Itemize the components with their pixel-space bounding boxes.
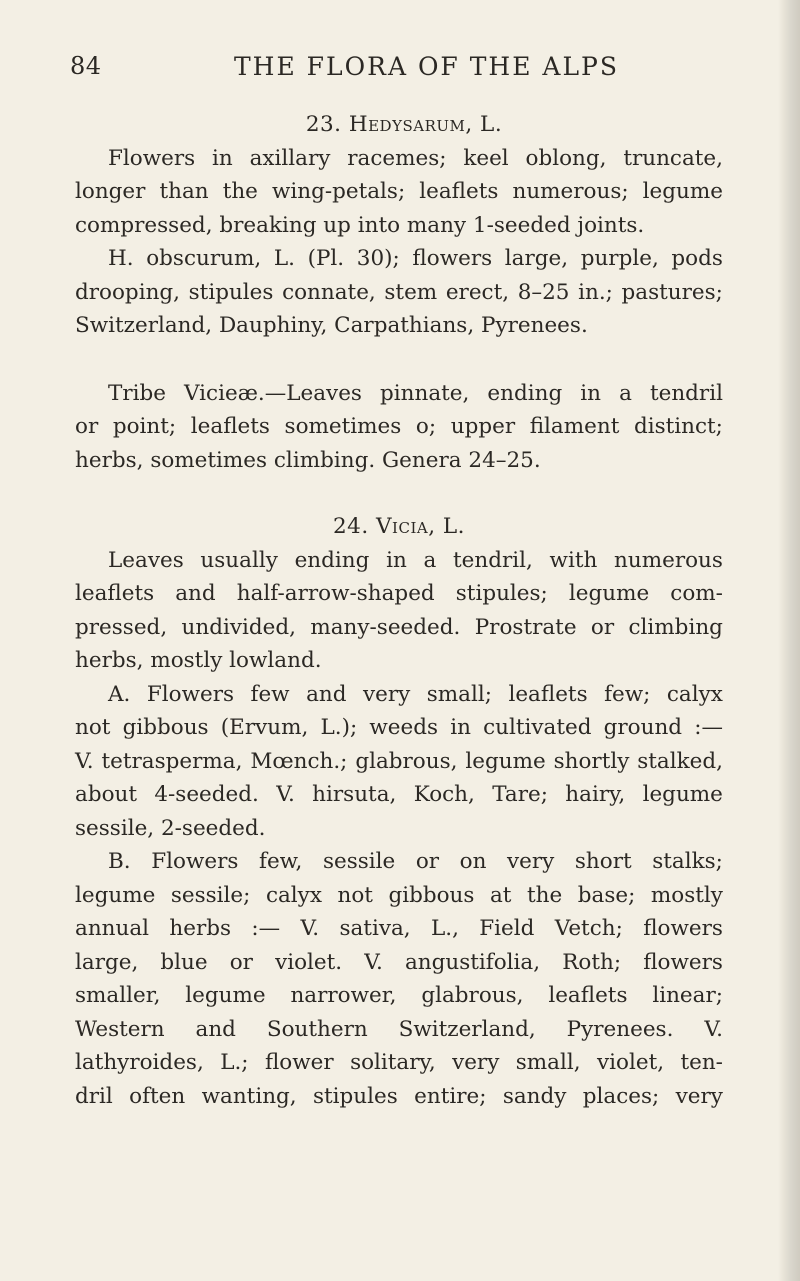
text-line: legume sessile; calyx not gibbous at the base; mostly [75,882,723,908]
genus-heading-hedysarum: 23. Hedysarum, L. [305,112,503,137]
page-header [0,48,800,88]
paragraph-gap [75,343,723,377]
text-line: sessile, 2-seeded. [75,815,266,841]
text-line: compressed, breaking up into many 1-seeded joints. [75,212,645,238]
text-line: Switzerland, Dauphiny, Carpathians, Pyrenees. [75,313,588,338]
text-line: or point; leaflets sometimes o; upper filament distinct; [75,414,723,439]
genus-heading-vicia: 24. Vicia, L. [333,514,465,539]
text-line: Western and Southern Switzerland, Pyrenees. V. [75,1016,723,1042]
text-line: dril often wanting, stipules entire; sandy places; very [75,1083,723,1109]
text-line: not gibbous (Ervum, L.); weeds in cultivated ground :— [75,715,723,740]
text-line: drooping, stipules connate, stem erect, 8–25 in.; pastures; [75,279,723,305]
text-line: large, blue or violet. V. angustifolia, Roth; flowers [75,949,723,975]
text-line: A. Flowers few and very small; leaflets few; calyx [108,681,723,707]
text-line: herbs, mostly lowland. [75,648,322,673]
text-line: herbs, sometimes climbing. Genera 24–25. [75,447,541,473]
text-line: longer than the wing-petals; leaflets numerous; legume [75,179,723,204]
text-line: pressed, undivided, many-seeded. Prostrate or climbing [75,614,723,640]
page-body [75,108,723,1113]
text-line: H. obscurum, L. (Pl. 30); flowers large, purple, pods [108,246,723,271]
paragraph-gap [75,477,723,510]
text-line: Flowers in axillary racemes; keel oblong, truncate, [108,145,723,171]
page-number: 84 [70,52,102,80]
running-head: THE FLORA OF THE ALPS [234,52,620,81]
text-line: about 4-seeded. V. hirsuta, Koch, Tare; hairy, legume [75,782,723,807]
page-edge [778,0,800,1281]
text-line: Tribe Vicieæ.—Leaves pinnate, ending in a tendril [108,380,723,406]
text-line: smaller, legume narrower, glabrous, leaflets linear; [75,983,723,1008]
text-line: annual herbs :— V. sativa, L., Field Vetch; flowers [75,916,723,941]
text-line: lathyroides, L.; flower solitary, very small, violet, ten- [75,1050,723,1075]
text-line: Leaves usually ending in a tendril, with numerous [108,547,723,573]
text-line: B. Flowers few, sessile or on very short stalks; [108,849,723,874]
text-line: leaflets and half-arrow-shaped stipules; legume com- [75,581,723,606]
text-line: V. tetrasperma, Mœnch.; glabrous, legume shortly stalked, [75,748,723,774]
